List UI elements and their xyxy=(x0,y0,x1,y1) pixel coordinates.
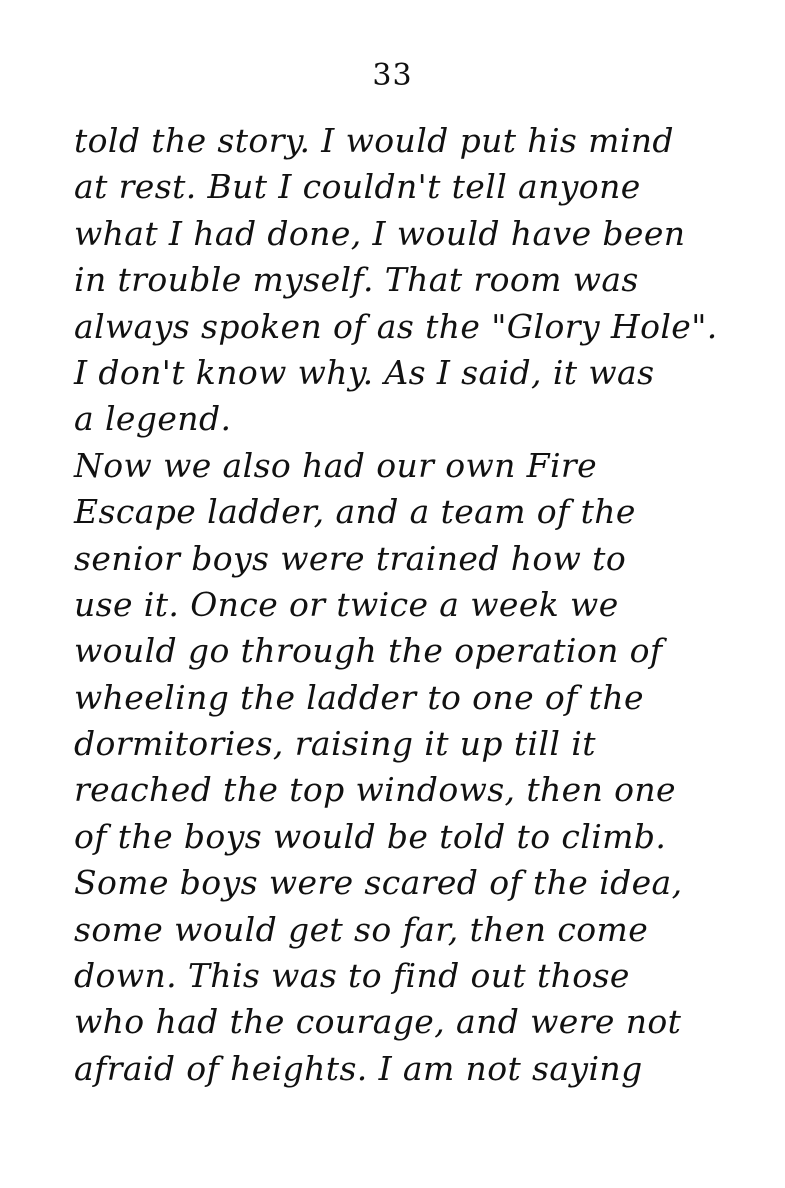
text-line: in trouble myself. That room was xyxy=(74,260,639,300)
text-line: I don't know why. As I said, it was xyxy=(74,352,655,392)
text-line: use it. Once or twice a week we xyxy=(74,584,619,624)
text-line: would go through the operation of xyxy=(74,631,663,671)
text-line: of the boys would be told to climb. xyxy=(74,816,667,856)
text-line: who had the courage, and were not xyxy=(74,1002,682,1042)
text-line: afraid of heights. I am not saying xyxy=(74,1048,643,1088)
text-line: what I had done, I would have been xyxy=(74,213,686,253)
text-line: Some boys were scared of the idea, xyxy=(74,863,683,903)
text-line: wheeling the ladder to one of the xyxy=(74,677,644,717)
text-line: reached the top windows, then one xyxy=(74,770,676,810)
text-line: told the story. I would put his mind xyxy=(74,121,674,160)
text-line: some would get so far, then come xyxy=(74,909,649,949)
text-line: Escape ladder, and a team of the xyxy=(74,492,636,532)
text-line: senior boys were trained how to xyxy=(74,538,627,578)
text-line: dormitories, raising it up till it xyxy=(74,724,596,764)
text-line: at rest. But I couldn't tell anyone xyxy=(74,167,641,207)
handwritten-text-block xyxy=(74,118,734,1092)
text-line: down. This was to find out those xyxy=(74,956,630,996)
text-line: a legend. xyxy=(74,399,232,439)
text-line: always spoken of as the "Glory Hole". xyxy=(74,306,718,346)
text-line: Now we also had our own Fire xyxy=(74,445,598,485)
page-number: 33 xyxy=(372,58,413,93)
